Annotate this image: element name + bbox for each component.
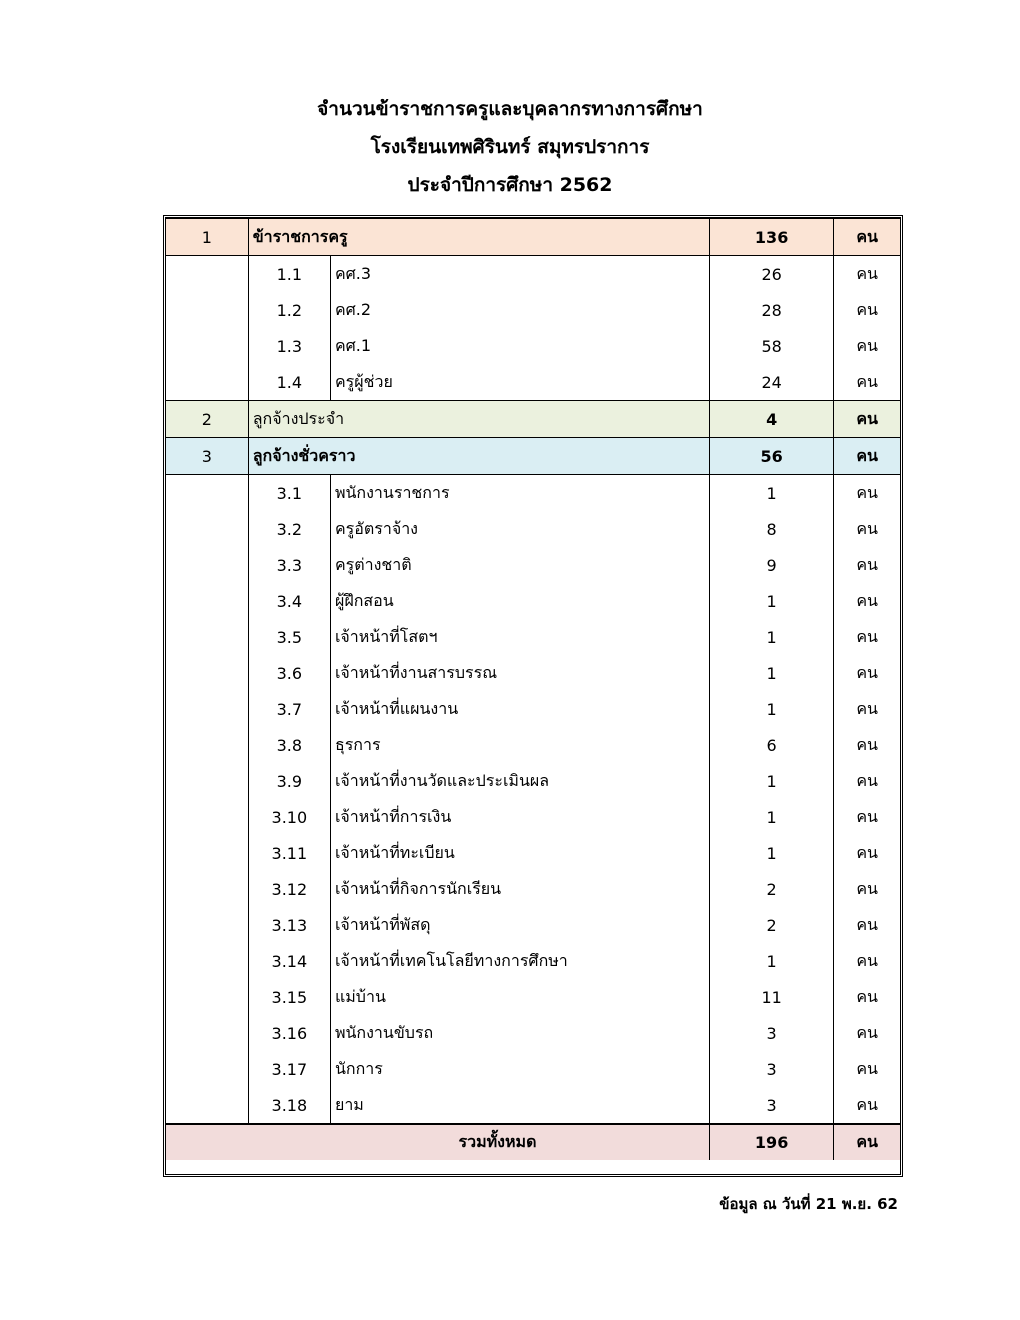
table-row bbox=[166, 799, 900, 835]
item-count: 3 bbox=[709, 1051, 833, 1087]
item-count: 28 bbox=[709, 292, 833, 328]
group-row bbox=[166, 219, 900, 256]
item-count: 3 bbox=[709, 1015, 833, 1051]
group-number: 2 bbox=[166, 401, 248, 438]
empty-cell bbox=[166, 1087, 248, 1124]
table-row bbox=[166, 1087, 900, 1124]
group-unit: คน bbox=[834, 401, 900, 438]
item-label: ครูอัตราจ้าง bbox=[330, 511, 709, 547]
empty-cell bbox=[166, 1051, 248, 1087]
table-row bbox=[166, 547, 900, 583]
item-unit: คน bbox=[856, 806, 878, 826]
item-unit: คน bbox=[856, 1094, 878, 1114]
table-row bbox=[166, 835, 900, 871]
item-number: 1.1 bbox=[248, 256, 330, 293]
group-unit: คน bbox=[834, 219, 900, 256]
item-label: เจ้าหน้าที่กิจการนักเรียน bbox=[330, 871, 709, 907]
table-row bbox=[166, 511, 900, 547]
item-number: 3.3 bbox=[248, 547, 330, 583]
item-number: 3.8 bbox=[248, 727, 330, 763]
table-row bbox=[166, 619, 900, 655]
item-label: เจ้าหน้าที่แผนงาน bbox=[330, 691, 709, 727]
table-row bbox=[166, 328, 900, 364]
item-number: 3.7 bbox=[248, 691, 330, 727]
item-number: 3.6 bbox=[248, 655, 330, 691]
item-count: 24 bbox=[709, 364, 833, 401]
group-row bbox=[166, 438, 900, 475]
item-unit: คน bbox=[856, 518, 878, 538]
empty-cell bbox=[166, 475, 248, 512]
table-row bbox=[166, 727, 900, 763]
table-row bbox=[166, 979, 900, 1015]
table-row bbox=[166, 943, 900, 979]
item-label: คศ.1 bbox=[330, 328, 709, 364]
item-label: เจ้าหน้าที่งานสารบรรณ bbox=[330, 655, 709, 691]
item-label: ธุรการ bbox=[330, 727, 709, 763]
item-label: นักการ bbox=[330, 1051, 709, 1087]
group-row bbox=[166, 401, 900, 438]
item-unit: คน bbox=[856, 698, 878, 718]
empty-cell bbox=[166, 619, 248, 655]
empty-cell bbox=[166, 979, 248, 1015]
staff-table-body bbox=[166, 219, 900, 1161]
table-row bbox=[166, 763, 900, 799]
item-count: 8 bbox=[709, 511, 833, 547]
item-number: 3.16 bbox=[248, 1015, 330, 1051]
item-unit: คน bbox=[856, 734, 878, 754]
item-label: พนักงานราชการ bbox=[330, 475, 709, 512]
item-count: 6 bbox=[709, 727, 833, 763]
table-row bbox=[166, 907, 900, 943]
item-number: 3.4 bbox=[248, 583, 330, 619]
empty-cell bbox=[166, 364, 248, 401]
item-label: แม่บ้าน bbox=[330, 979, 709, 1015]
item-count: 1 bbox=[709, 619, 833, 655]
table-row bbox=[166, 475, 900, 512]
item-count: 1 bbox=[709, 583, 833, 619]
group-count: 4 bbox=[709, 401, 833, 438]
group-number: 3 bbox=[166, 438, 248, 475]
empty-cell bbox=[166, 691, 248, 727]
empty-cell bbox=[166, 835, 248, 871]
item-label: คศ.2 bbox=[330, 292, 709, 328]
group-number: 1 bbox=[166, 219, 248, 256]
title-line-3: ประจำปีการศึกษา 2562 bbox=[407, 174, 613, 196]
empty-cell bbox=[166, 943, 248, 979]
item-number: 3.10 bbox=[248, 799, 330, 835]
empty-cell bbox=[166, 256, 248, 293]
item-label: เจ้าหน้าที่การเงิน bbox=[330, 799, 709, 835]
item-label: เจ้าหน้าที่โสตฯ bbox=[330, 619, 709, 655]
item-number: 3.15 bbox=[248, 979, 330, 1015]
item-unit: คน bbox=[856, 371, 878, 391]
item-unit: คน bbox=[856, 662, 878, 682]
item-number: 3.2 bbox=[248, 511, 330, 547]
item-label: ครูต่างชาติ bbox=[330, 547, 709, 583]
item-unit: คน bbox=[856, 1058, 878, 1078]
item-unit: คน bbox=[856, 986, 878, 1006]
empty-cell bbox=[166, 871, 248, 907]
item-unit: คน bbox=[856, 950, 878, 970]
item-unit: คน bbox=[856, 1022, 878, 1042]
total-count: 196 bbox=[709, 1124, 833, 1160]
item-number: 3.1 bbox=[248, 475, 330, 512]
item-label: เจ้าหน้าที่เทคโนโลยีทางการศึกษา bbox=[330, 943, 709, 979]
empty-cell bbox=[166, 655, 248, 691]
item-number: 1.3 bbox=[248, 328, 330, 364]
item-number: 3.18 bbox=[248, 1087, 330, 1124]
group-count: 136 bbox=[709, 219, 833, 256]
item-unit: คน bbox=[856, 335, 878, 355]
staff-table bbox=[163, 215, 903, 1177]
document-title bbox=[0, 90, 1020, 204]
item-count: 1 bbox=[709, 763, 833, 799]
item-number: 3.5 bbox=[248, 619, 330, 655]
total-label: รวมทั้งหมด bbox=[166, 1124, 709, 1160]
group-label: ลูกจ้างประจำ bbox=[248, 401, 709, 438]
table-row bbox=[166, 256, 900, 293]
item-number: 3.9 bbox=[248, 763, 330, 799]
item-count: 1 bbox=[709, 835, 833, 871]
empty-cell bbox=[166, 907, 248, 943]
group-unit: คน bbox=[834, 438, 900, 475]
item-count: 3 bbox=[709, 1087, 833, 1124]
item-count: 1 bbox=[709, 943, 833, 979]
item-label: เจ้าหน้าที่พัสดุ bbox=[330, 907, 709, 943]
item-number: 3.14 bbox=[248, 943, 330, 979]
item-label: คศ.3 bbox=[330, 256, 709, 293]
item-count: 26 bbox=[709, 256, 833, 293]
item-number: 3.12 bbox=[248, 871, 330, 907]
empty-cell bbox=[166, 292, 248, 328]
item-number: 1.2 bbox=[248, 292, 330, 328]
group-label: ข้าราชการครู bbox=[248, 219, 709, 256]
item-label: ยาม bbox=[330, 1087, 709, 1124]
group-count: 56 bbox=[709, 438, 833, 475]
item-unit: คน bbox=[856, 626, 878, 646]
table-row bbox=[166, 583, 900, 619]
empty-cell bbox=[166, 547, 248, 583]
item-count: 9 bbox=[709, 547, 833, 583]
item-number: 3.11 bbox=[248, 835, 330, 871]
table-row bbox=[166, 691, 900, 727]
item-unit: คน bbox=[856, 914, 878, 934]
item-label: เจ้าหน้าที่งานวัดและประเมินผล bbox=[330, 763, 709, 799]
table-row bbox=[166, 364, 900, 401]
item-count: 1 bbox=[709, 475, 833, 512]
item-count: 11 bbox=[709, 979, 833, 1015]
empty-cell bbox=[166, 799, 248, 835]
item-label: ผู้ฝึกสอน bbox=[330, 583, 709, 619]
item-unit: คน bbox=[856, 770, 878, 790]
total-row bbox=[166, 1124, 900, 1160]
empty-cell bbox=[166, 511, 248, 547]
total-unit: คน bbox=[834, 1124, 900, 1160]
empty-cell bbox=[166, 328, 248, 364]
item-label: เจ้าหน้าที่ทะเบียน bbox=[330, 835, 709, 871]
table-row bbox=[166, 1015, 900, 1051]
empty-cell bbox=[166, 1015, 248, 1051]
empty-cell bbox=[166, 583, 248, 619]
empty-cell bbox=[166, 763, 248, 799]
item-count: 58 bbox=[709, 328, 833, 364]
item-number: 3.13 bbox=[248, 907, 330, 943]
item-unit: คน bbox=[856, 299, 878, 319]
item-number: 3.17 bbox=[248, 1051, 330, 1087]
item-label: ครูผู้ช่วย bbox=[330, 364, 709, 401]
table-row bbox=[166, 871, 900, 907]
table-row bbox=[166, 655, 900, 691]
title-line-2: โรงเรียนเทพศิรินทร์ สมุทรปราการ bbox=[370, 136, 650, 158]
item-count: 2 bbox=[709, 871, 833, 907]
empty-cell bbox=[166, 727, 248, 763]
table-row bbox=[166, 1051, 900, 1087]
item-unit: คน bbox=[856, 878, 878, 898]
item-unit: คน bbox=[856, 590, 878, 610]
item-unit: คน bbox=[856, 554, 878, 574]
item-count: 1 bbox=[709, 655, 833, 691]
group-label: ลูกจ้างชั่วคราว bbox=[248, 438, 709, 475]
data-date-note: ข้อมูล ณ วันที่ 21 พ.ย. 62 bbox=[719, 1195, 898, 1213]
item-label: พนักงานขับรถ bbox=[330, 1015, 709, 1051]
item-unit: คน bbox=[856, 842, 878, 862]
item-count: 1 bbox=[709, 691, 833, 727]
title-line-1: จำนวนข้าราชการครูและบุคลากรทางการศึกษา bbox=[317, 98, 703, 120]
item-unit: คน bbox=[856, 263, 878, 283]
item-count: 1 bbox=[709, 799, 833, 835]
item-number: 1.4 bbox=[248, 364, 330, 401]
item-unit: คน bbox=[856, 482, 878, 502]
item-count: 2 bbox=[709, 907, 833, 943]
table-row bbox=[166, 292, 900, 328]
